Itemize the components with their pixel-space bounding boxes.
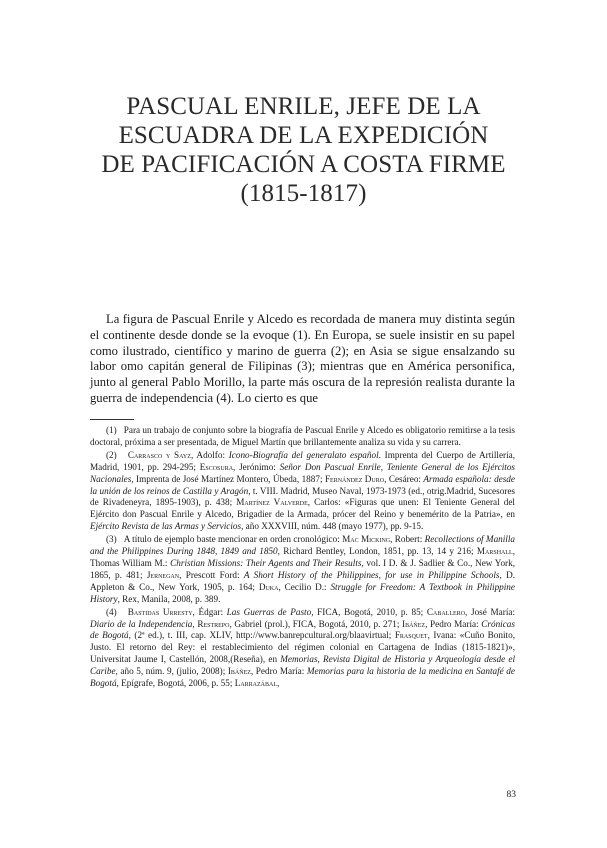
footnote-text: , año XXXVIII, núm. 448 (mayo 1977), pp. 9-15. xyxy=(241,521,424,532)
author-name: Bastidas Urresty xyxy=(127,606,193,617)
footnote-text: , Ivana: «Cuño Bonito, Justo. El retorno del Rey: el restablecimiento del régimen colonial en Cartagena de Indias (1815-1821)», Universitat Jaume I, Castellón, 2008,(Reseña), en xyxy=(90,630,515,665)
footnote-text: , Prescott Ford: xyxy=(179,569,244,580)
footnote-text: , D. Appleton & Co., New York, 1905, p. 164; xyxy=(90,569,515,592)
footnote-text: . Imprenta del Cuerpo de Artillería, Madrid, 1901, pp. 294-295; xyxy=(90,449,516,472)
work-title: Christian Missions: Their Agents and Their Results xyxy=(170,557,362,568)
work-title: Memorias, Revista Digital de Historia y Arqueología desde el Caribe xyxy=(90,654,515,677)
footnote-text: , Pedro María: xyxy=(425,618,482,629)
footnote-text: , Imprenta de José Martínez Montero, Úbeda, 1887; xyxy=(131,473,325,484)
footnote-text: , Cesáreo: xyxy=(384,473,424,484)
work-title: Crónicas de Bogotá xyxy=(90,618,515,641)
author-name: Martínez Valverde xyxy=(236,497,308,508)
footnote-4 xyxy=(90,607,515,690)
work-title: Icono-Biografía del generalato español xyxy=(228,449,379,460)
work-title: Señor Don Pascual Enrile, Teniente General de los Ejércitos Nacionales xyxy=(90,461,515,484)
footnote-text: , Thomas William M.: xyxy=(90,546,515,568)
author-name: Restrepo xyxy=(197,618,230,629)
author-name: Larrazábal xyxy=(234,678,277,689)
footnote-text: , FICA, Bogotá, 2010, p. 85; xyxy=(311,606,427,617)
page-number: 83 xyxy=(506,790,516,800)
footnote-number: (4) xyxy=(106,606,117,617)
author-name: Mac Micking xyxy=(342,534,391,545)
footnote-text: , Epígrafe, Bogotá, 2006, p. 55; xyxy=(116,678,235,689)
footnote-text: , t. VIII. Madrid, Museo Naval, 1973-1973 (ed., otrig.Madrid, Sucesores de Rivadeneyra, 1895-1903), p. 438; xyxy=(90,485,515,508)
footnote-text: , xyxy=(276,678,280,689)
author-name: Fernández Duro xyxy=(324,473,385,484)
author-name: Carrasco y Sayz xyxy=(127,449,191,460)
footnote-number: (1) xyxy=(106,425,117,435)
footnote-text: , Rex, Manila, 2008, p. 389. xyxy=(117,593,221,604)
footnote-text: Para un trabajo de conjunto sobre la biografía de Pascual Enrile y Alcedo es obligatorio remitirse a la tesis doctoral, próxima a ser presentada, de Miguel Martín que brillantemente analiza su vida y su carrera. xyxy=(90,425,515,447)
article-title xyxy=(60,92,547,208)
footnote-number: (3) xyxy=(106,534,117,545)
footnote-separator xyxy=(90,419,134,420)
work-title: Ejército Revista de las Armas y Servicios xyxy=(90,521,242,532)
title-line-4: (1815-1817) xyxy=(240,180,367,207)
author-name: Duka xyxy=(258,581,279,592)
footnote-text: , Jerónimo: xyxy=(233,461,280,472)
footnote-text: , Gabriel (prol.), FICA, Bogotá, 2010, p. 271; xyxy=(229,618,403,629)
title-line-1: PASCUAL ENRILE, JEFE DE LA xyxy=(126,93,481,120)
author-name: Escosura xyxy=(199,461,234,472)
work-title: Armada española: desde la unión de los reinos de Castilla y Aragón xyxy=(90,473,515,496)
work-title: Recollections of Manilla and the Philippines During 1848, 1849 and 1850 xyxy=(90,534,516,557)
footnote-text: , Adolfo: xyxy=(190,449,229,460)
footnote-text: , Édgar: xyxy=(192,606,227,617)
footnote-text: , Pedro María: xyxy=(250,666,307,677)
title-line-2: ESCUADRA DE LA EXPEDICIÓN xyxy=(118,122,489,149)
work-title: Memorias para la historia de la medicina en Santafé de Bogotá xyxy=(90,666,515,689)
work-title: Struggle for Freedom: A Textbook in Philippine History xyxy=(90,581,515,604)
author-name: Ibáñez xyxy=(227,666,251,677)
footnote-text: , año 5, núm. 9, (julio, 2008); xyxy=(115,666,228,677)
author-name: Ibáñez xyxy=(402,618,426,629)
work-title: Diario de la Independencia xyxy=(90,618,193,629)
title-line-3: DE PACIFICACIÓN A COSTA FIRME xyxy=(101,151,506,178)
author-name: Frasquet xyxy=(394,630,428,641)
body-paragraph: La figura de Pascual Enrile y Alcedo es recordada de manera muy distinta según el continente desde donde se la evoque (1). En Europa, se suele insistir en su papel como ilustrado, científico y marino de guerra (2); en Asia se sigue ensalzando su labor omo capitán general de Filipinas (3); mientras que en América personifica, junto al general Pablo Morillo, la parte más oscura de la represión realista durante la guerra de independencia (4). Lo cierto es que xyxy=(90,312,515,405)
footnote-text: , José María: xyxy=(465,606,516,617)
footnote-text: , Richard Bentley, London, 1851, pp. 13, 14 y 216; xyxy=(277,546,477,557)
footnote-text: , xyxy=(192,618,198,629)
footnote-text: , vol. I D. & J. Sadlier & Co., New York, 1865, p. 481; xyxy=(90,557,516,580)
footnotes xyxy=(90,425,515,691)
work-title: A Short History of the Philippines, for use in Philippine Schools xyxy=(243,569,500,580)
author-name: Marshall xyxy=(476,546,513,557)
footnote-1 xyxy=(90,425,515,449)
footnote-text: , Cecilio D.: xyxy=(278,581,331,592)
footnote-text: , Carlos: «Figuras que unen: El Teniente General del Ejército don Pascual Enrile y Alcedo, Brigadier de la Armada, prócer del Reino y benemérito de la Patria», en xyxy=(90,497,515,520)
footnote-text: , Robert: xyxy=(390,534,425,545)
footnote-3 xyxy=(90,534,515,605)
work-title: Las Guerras de Pasto xyxy=(226,606,312,617)
author-name: Caballero xyxy=(426,606,466,617)
author-name: Jernegan xyxy=(146,569,180,580)
footnote-text: , (2ª ed.), t. III, cap. XLIV, http://www.banrepcultural.org/blaavirtual; xyxy=(128,630,395,641)
footnote-number: (2) xyxy=(106,449,117,460)
footnote-text: A título de ejemplo baste mencionar en orden cronológico: xyxy=(123,534,343,545)
footnote-2 xyxy=(90,450,515,533)
